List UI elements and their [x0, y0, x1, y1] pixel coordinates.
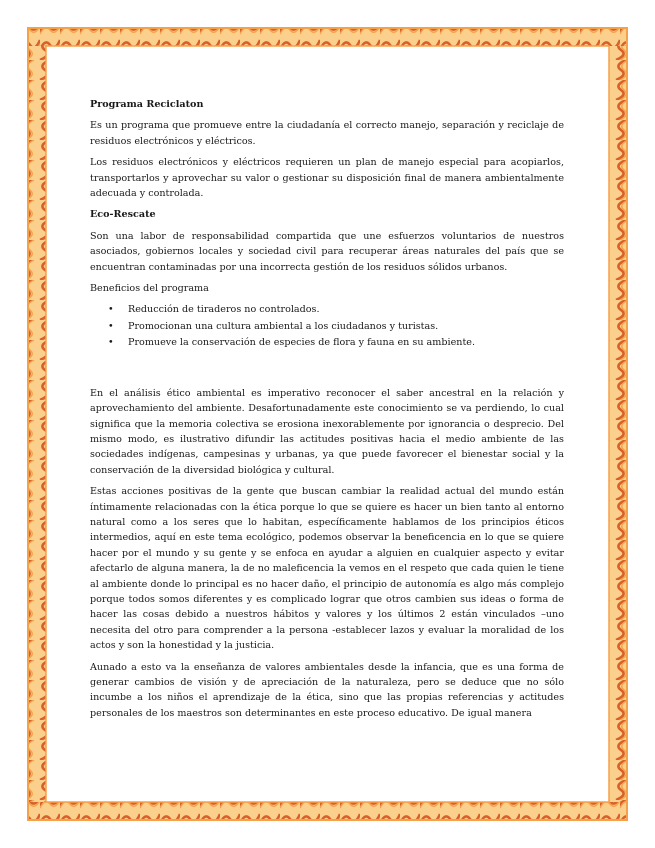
list-item: • Promueve la conservación de especies de flora y fauna en su ambiente. — [108, 335, 564, 350]
benefits-title: Beneficios del programa — [90, 283, 209, 295]
benefits-list — [90, 302, 564, 350]
paragraph-reciclaton-plan: Los residuos electrónicos y eléctricos requieren un plan de manejo especial para acopiarlos, transportarlos y aprovechar su valor o gestionar su disposición final de manera ambientalmente adecuada y controlada. — [90, 157, 564, 200]
paragraph-ethics-analysis: En el análisis ético ambiental es imperativo reconocer el saber ancestral en la relación y aprovechamiento del ambiente. Desafortunadamente este conocimiento se va perdiendo, lo cual significa que la memoria colectiva se erosiona inexorablemente por ignorancia o desprecio. Del mismo modo, es ilustrativo difundir las actitudes positivas hacia el medio ambiente de las sociedades indígenas, campesinas y urbanas, ya que puede favorecer el bienestar social y la conservación de la diversidad biológica y cultural. — [90, 387, 564, 476]
list-item: • Promocionan una cultura ambiental a los ciudadanos y turistas. — [108, 319, 564, 334]
document-body — [90, 97, 564, 727]
section-heading-reciclaton: Programa Reciclaton — [90, 99, 204, 110]
paragraph-reciclaton-intro: Es un programa que promueve entre la ciudadanía el correcto manejo, separación y reciclaje de residuos electrónicos y eléctricos. — [90, 120, 564, 147]
paragraph-positive-actions: Estas acciones positivas de la gente que buscan cambiar la realidad actual del mundo están íntimamente relacionadas con la ética porque lo que se quiere es hacer un bien tanto al entorno natural como a los seres que lo habitan, específicamente hablamos de los principios éticos intermedios, aquí en este tema ecológico, podemos observar la beneficencia en lo que se quiere hacer por el mundo y su gente y se enfoca en ayudar a alguien en cualquier aspecto y evitar afectarlo de alguna manera, la de no maleficencia la vemos en el respeto que cada quien le tiene al ambiente donde lo principal es no hacer daño, el principio de autonomía es algo más complejo porque todos somos diferentes y es complicado lograr que otros cambien sus ideas o forma de hacer las cosas debido a nuestros hábitos y valores y los últimos 2 están vinculados –uno necesita del otro para comprender a la persona -establecer lazos y evaluar la moralidad de los actos y son la honestidad y la justicia. — [90, 486, 564, 652]
list-item: • Reducción de tiraderos no controlados. — [108, 302, 564, 317]
spacer — [90, 357, 564, 386]
paragraph-environmental-values: Aunado a esto va la enseñanza de valores ambientales desde la infancia, que es una forma de generar cambios de visión y de apreciación de la naturaleza, pero se deduce que no sólo incumbe a los niños el aprendizaje de la ética, sino que las propias referencias y actitudes personales de los maestros son determinantes en este proceso educativo. De igual manera — [90, 661, 564, 719]
paragraph-eco-rescate: Son una labor de responsabilidad compartida que une esfuerzos voluntarios de nuestros asociados, gobiernos locales y sociedad civil para recuperar áreas naturales del país que se encuentran contaminadas por una incorrecta gestión de los residuos sólidos urbanos. — [90, 230, 564, 273]
section-heading-eco-rescate: Eco-Rescate — [90, 209, 156, 221]
